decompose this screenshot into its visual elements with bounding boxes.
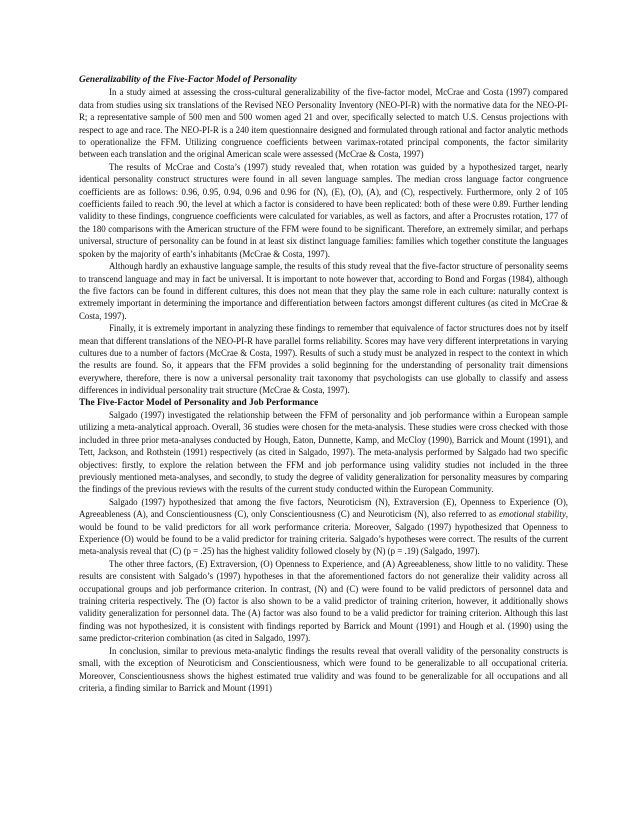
paragraph: In conclusion, similar to previous meta-analytic findings the results reveal that overall validity of the personality constructs is small, with the exception of Neuroticism and Conscientiousness, which were found to be generalizable to all occupational criteria. Moreover, Conscientiousness shows the highest estimated true validity and was found to be generalizable for all occupations and all criteria, a finding similar to Barrick and Mount (1991): [79, 645, 568, 693]
paragraph: [79, 496, 568, 558]
section-heading-job-performance: The Five-Factor Model of Personality and Job Performance: [79, 397, 319, 408]
paragraph: The results of McCrae and Costa’s (1997) study revealed that, when rotation was guided by a hypothesized target, nearly identical personality construct structures were found in all seven language samples. The median cross language factor congruence coefficients are as follows: 0.96, 0.95, 0.94, 0.96 and 0.96 for (N), (E), (O), (A), and (C), respectively. Furthermore, only 2 of 105 coefficients failed to reach .90, the level at which a factor is considered to have been replicated: both of these were 0.89. Further lending validity to these findings, congruence coefficients were calculated for variables, as well as factors, and after a Procrustes rotation, 177 of the 180 comparisons with the American structure of the FFM were found to be significant. Therefore, an extremely similar, and perhaps universal, structure of personality can be found in at least six distinct language families: families which together constitute the languages spoken by the majority of earth’s inhabitants (McCrae & Costa, 1997).: [79, 161, 568, 259]
section-heading-generalizability: Generalizability of the Five-Factor Model of Personality: [79, 75, 297, 85]
paragraph: Salgado (1997) investigated the relationship between the FFM of personality and job performance within a European sample utilizing a meta-analytical approach. Overall, 36 studies were chosen for the meta-analysis. These studies were cross checked with those included in three prior meta-analyses conducted by Hough, Eaton, Dunnette, Kamp, and McCloy (1990), Barrick and Mount (1991), and Tett, Jackson, and Rothstein (1991) respectively (as cited in Salgado, 1997). The meta-analysis performed by Salgado had two specific objectives: firstly, to explore the relation between the FFM and job performance using validity studies not included in the three previously mentioned meta-analyses, and secondly, to study the degree of validity generalization for personality measures by comparing the findings of the previous reviews with the results of the current study conducted within the European Community.: [79, 409, 568, 495]
paragraph: The other three factors, (E) Extraversion, (O) Openness to Experience, and (A) Agreeableness, show little to no validity. These results are consistent with Salgado’s (1997) hypotheses in that the aforementioned factors do not generalize their validity across all occupational groups and job performance criterion. In contrast, (N) and (C) were found to be valid predictors of personnel data and training criteria respectively. The (O) factor is also shown to be a valid predictor of training criterion, however, it additionally shows validity generalization for personnel data. The (A) factor was also found to be a valid predictor for training criterion. Although this last finding was not hypothesized, it is consistent with findings reported by Barrick and Mount (1991) and Hough et al. (1990) using the same predictor-criterion combination (as cited in Salgado, 1997).: [79, 558, 568, 644]
italic-term: emotional stability: [499, 509, 566, 520]
paragraph-text: Salgado (1997) hypothesized that among the five factors, Neuroticism (N), Extraversion (E), Openness to Experience (O), Agreeableness (A), and Conscientiousness (C), only Conscientiousness (C) and Neuroticism (N), also referred to as: [79, 496, 568, 520]
paragraph-text: , would be found to be valid predictors for all work performance criteria. Moreover, Salgado (1997) hypothesized that Openness to Experience (O) would be found to be a valid predictor for training criteria. Salgado’s hypotheses were correct. The results of the current meta-analysis reveal that (C) (p = .25) has the highest validity followed closely by (N) (p = .19) (Salgado, 1997).: [79, 509, 568, 557]
paragraph: Although hardly an exhaustive language sample, the results of this study reveal that the five-factor structure of personality seems to transcend language and may in fact be universal. It is important to note however that, according to Bond and Forgas (1984), although the five factors can be found in different cultures, this does not mean that they play the same role in each culture: naturally context is extremely important in determining the importance and differentiation between factors amongst different cultures (as cited in McCrae & Costa, 1997).: [79, 261, 568, 321]
paragraph: In a study aimed at assessing the cross-cultural generalizability of the five-factor model, McCrae and Costa (1997) compared data from studies using six translations of the Revised NEO Personality Inventory (NEO-PI-R) with the normative data for the NEO-PI-R; a representative sample of 500 men and 500 women aged 21 and over, specifically selected to match U.S. Census projections with respect to age and race. The NEO-PI-R is a 240 item questionnaire designed and formulated through rational and factor analytic methods to operationalize the FFM. Utilizing congruence coefficients between varimax-rotated principal components, the factor similarity between each translation and the original American scale were assessed (McCrae & Costa, 1997): [79, 87, 568, 160]
paragraph: Finally, it is extremely important in analyzing these findings to remember that equivalence of factor structures does not by itself mean that different translations of the NEO-PI-R have parallel forms reliability. Scores may have very different interpretations in varying cultures due to a number of factors (McCrae & Costa, 1997). Results of such a study must be analyzed in respect to the context in which the results are found. So, it appears that the FFM provides a solid beginning for the understanding of personality trait dimensions everywhere, therefore, there is now a universal personality trait taxonomy that psychologists can use globally to classify and assess differences in individual personality trait structure (McCrae & Costa, 1997).: [79, 323, 568, 396]
